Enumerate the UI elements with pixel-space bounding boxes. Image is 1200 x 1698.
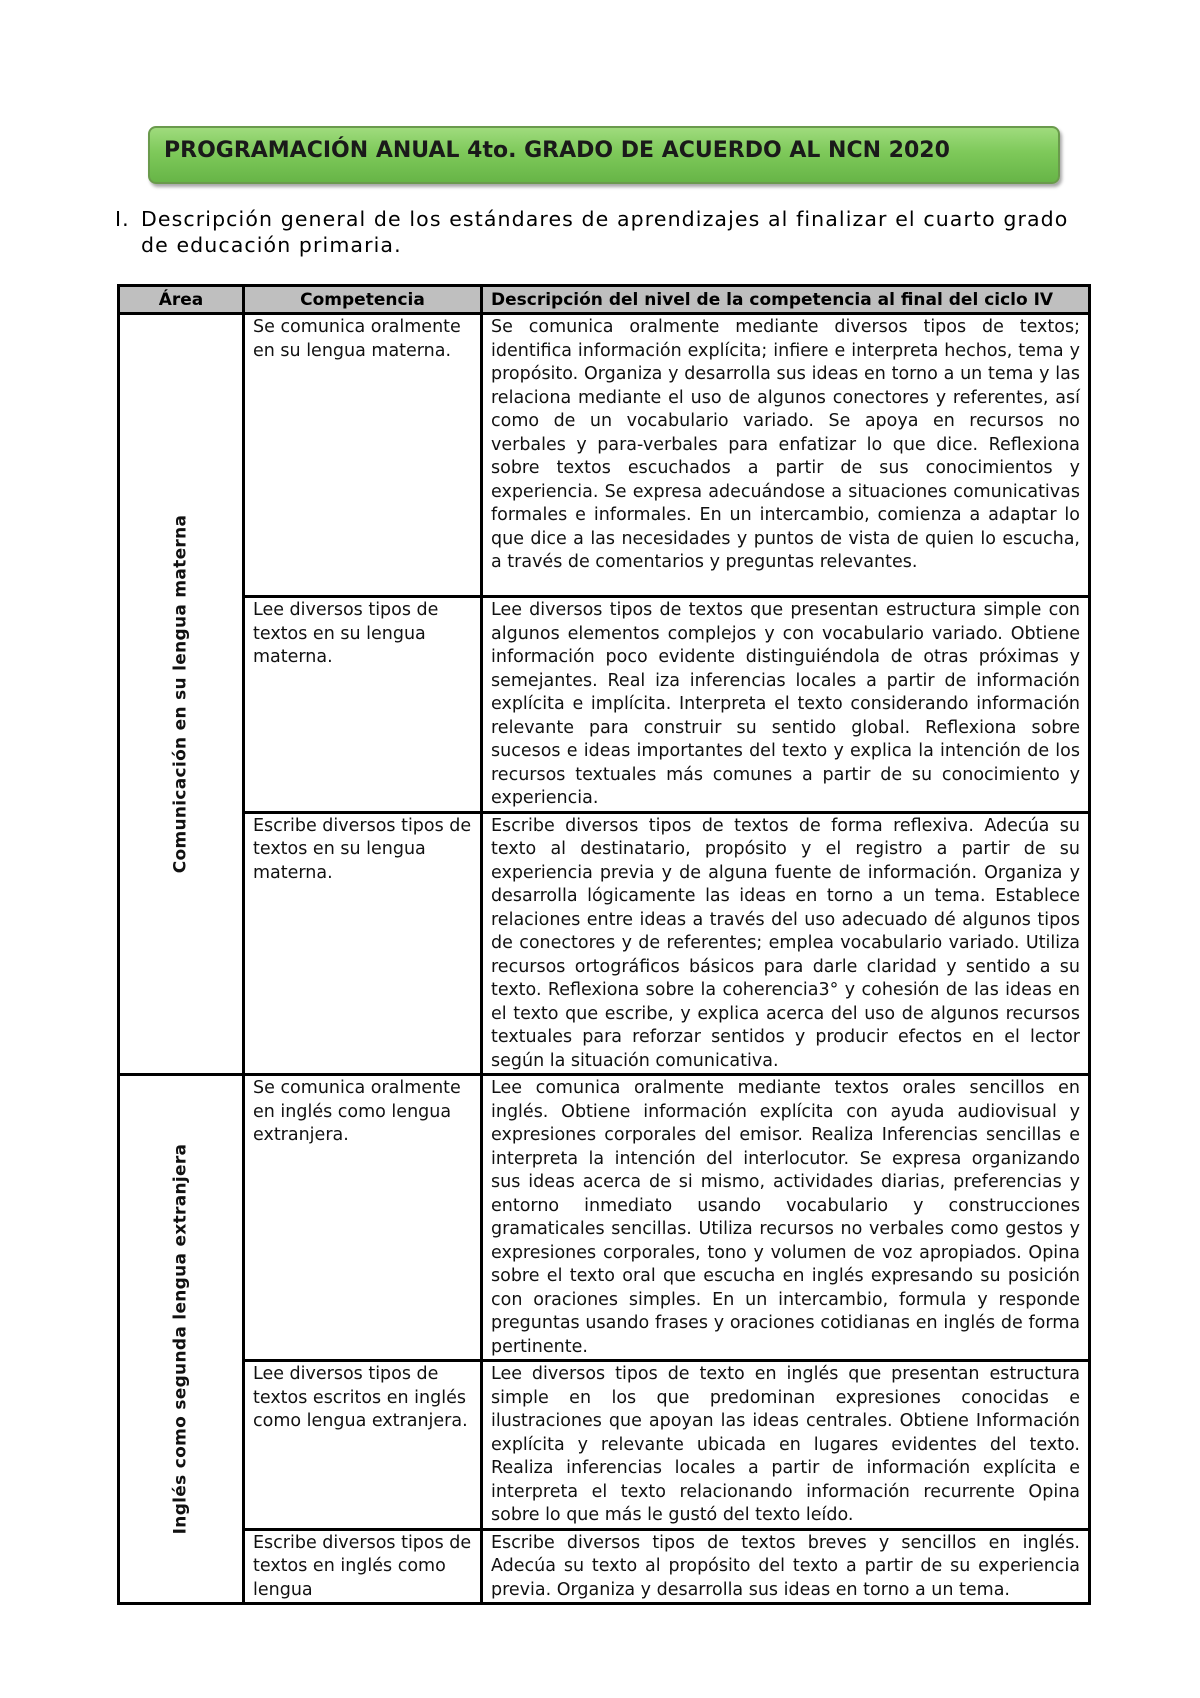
competencia-cell: Se comunica oralmente en inglés como lengua extranjera. bbox=[244, 1075, 482, 1361]
descripcion-cell: Lee comunica oralmente mediante textos orales sencillos en inglés. Obtiene información explícita con ayuda audiovisual y expresiones corporales del emisor. Realiza Inferencias sencillas e interpreta la intención del interlocutor. Se expresa organizando sus ideas acerca de si mismo, actividades diarias, preferencias y entorno inmediato usando vocabulario y construcciones gramaticales sencillas. Utiliza recursos no verbales como gestos y expresiones corporales, tono y volumen de voz apropiados. Opina sobre el texto oral que escucha en inglés expresando su posición con oraciones simples. En un intercambio, formula y responde preguntas usando frases y oraciones cotidianas en inglés de forma pertinente. bbox=[482, 1075, 1090, 1361]
standards-table bbox=[117, 284, 1091, 1605]
section-heading bbox=[115, 206, 1100, 258]
area-cell bbox=[119, 1075, 244, 1604]
section-number: I. bbox=[115, 207, 130, 231]
header-descripcion: Descripción del nivel de la competencia al final del ciclo IV bbox=[482, 286, 1090, 314]
descripcion-cell: Lee diversos tipos de textos que presentan estructura simple con algunos elementos complejos y con vocabulario variado. Obtiene información poco evidente distinguiéndola de otras próximas y semejantes. Real iza inferencias locales a partir de información explícita e implícita. Interpreta el texto considerando información relevante para construir su sentido global. Reflexiona sobre sucesos e ideas importantes del texto y explica la intención de los recursos textuales más comunes a partir de su conocimiento y experiencia. bbox=[482, 597, 1090, 813]
table-row bbox=[119, 314, 1090, 597]
area-cell bbox=[119, 314, 244, 1075]
competencia-cell: Se comunica oralmente en su lengua materna. bbox=[244, 314, 482, 597]
header-area: Área bbox=[119, 286, 244, 314]
descripcion-cell: Lee diversos tipos de texto en inglés que presentan estructura simple en los que predominan expresiones conocidas e ilustraciones que apoyan las ideas centrales. Obtiene Información explícita y relevante ubicada en lugares evidentes del texto. Realiza inferencias locales a partir de información explícita e interpreta el texto relacionando información recurrente Opina sobre lo que más le gustó del texto leído. bbox=[482, 1361, 1090, 1530]
section-text: Descripción general de los estándares de aprendizajes al finalizar el cuarto grado de educación primaria. bbox=[141, 207, 1069, 257]
competencia-text: Escribe diversos tipos de textos en inglés como lengua bbox=[253, 1532, 472, 1600]
competencia-cell bbox=[244, 1529, 482, 1603]
document-title: PROGRAMACIÓN ANUAL 4to. GRADO DE ACUERDO AL NCN 2020 bbox=[164, 138, 950, 163]
table-row bbox=[119, 812, 1090, 1075]
table-row bbox=[119, 1529, 1090, 1603]
descripcion-text: Escribe diversos tipos de textos breves y sencillos en inglés. Adecúa su texto al propósito del texto a partir de su experiencia previa. Organiza y desarrolla sus ideas en torno a un tema. bbox=[491, 1532, 1080, 1600]
competencia-cell: Lee diversos tipos de textos en su lengua materna. bbox=[244, 597, 482, 813]
area-label: Inglés como segunda lengua extranjera bbox=[170, 1143, 191, 1535]
descripcion-cell bbox=[482, 1529, 1090, 1603]
table-row bbox=[119, 597, 1090, 813]
header-competencia: Competencia bbox=[244, 286, 482, 314]
title-banner bbox=[148, 126, 1060, 184]
table-row bbox=[119, 1075, 1090, 1361]
descripcion-cell: Escribe diversos tipos de textos de forma reflexiva. Adecúa su texto al destinatario, propósito y el registro a partir de su experiencia previa y de alguna fuente de información. Organiza y desarrolla lógicamente las ideas en torno a un tema. Establece relaciones entre ideas a través del uso adecuado dé algunos tipos de conectores y de referentes; emplea vocabulario variado. Utiliza recursos ortográficos básicos para darle claridad y sentido a su texto. Reflexiona sobre la coherencia3° y cohesión de las ideas en el texto que escribe, y explica acerca del uso de algunos recursos textuales para reforzar sentidos y producir efectos en el lector según la situación comunicativa. bbox=[482, 812, 1090, 1075]
area-label: Comunicación en su lengua materna bbox=[170, 514, 191, 874]
table-row bbox=[119, 1361, 1090, 1530]
competencia-cell: Lee diversos tipos de textos escritos en inglés como lengua extranjera. bbox=[244, 1361, 482, 1530]
table-header-row bbox=[119, 286, 1090, 314]
descripcion-cell: Se comunica oralmente mediante diversos tipos de textos; identifica información explícita; infiere e interpreta hechos, tema y propósito. Organiza y desarrolla sus ideas en torno a un tema y las relaciona mediante el uso de algunos conectores y referentes, así como de un vocabulario variado. Se apoya en recursos no verbales y para-verbales para enfatizar lo que dice. Reflexiona sobre textos escuchados a partir de sus conocimientos y experiencia. Se expresa adecuándose a situaciones comunicativas formales e informales. En un intercambio, comienza a adaptar lo que dice a las necesidades y puntos de vista de quien lo escucha, a través de comentarios y preguntas relevantes. bbox=[482, 314, 1090, 597]
competencia-cell: Escribe diversos tipos de textos en su lengua materna. bbox=[244, 812, 482, 1075]
